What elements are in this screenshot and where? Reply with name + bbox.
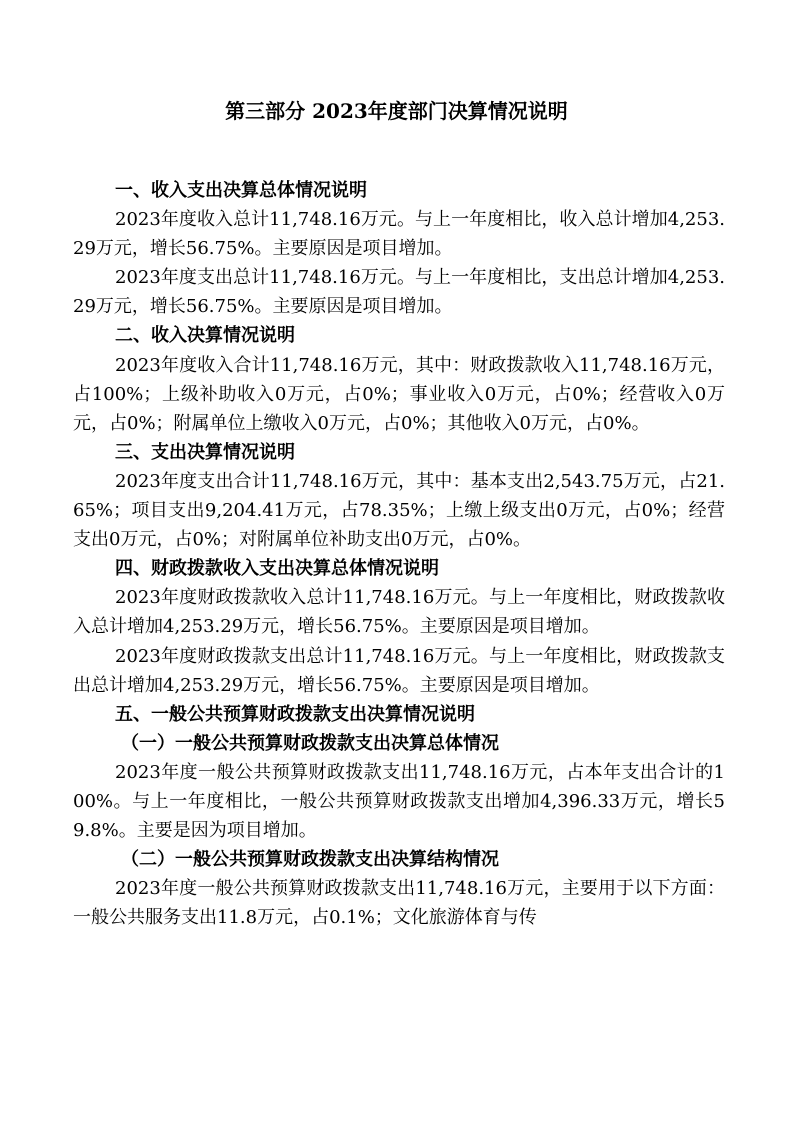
subheading-public-budget-overall: （一）一般公共预算财政拨款支出决算总体情况 [121,732,499,754]
paragraph-expense-detail: 2023年度支出合计11,748.16万元，其中：基本支出2,543.75万元，占21.65%；项目支出9,204.41万元，占78.35%；上缴上级支出0万元，占0%；经营支出0万元，占0%；对附属单位补助支出0万元，占0%。 [73,470,725,551]
section-heading-fiscal: 四、财政拨款收入支出决算总体情况说明 [115,558,439,580]
paragraph-fiscal-income: 2023年度财政拨款收入总计11,748.16万元。与上一年度相比，财政拨款收入总计增加4,253.29万元，增长56.75%。主要原因是项目增加。 [73,587,725,638]
subheading-public-budget-structure: （二）一般公共预算财政拨款支出决算结构情况 [121,849,499,871]
paragraph-public-budget-overall: 2023年度一般公共预算财政拨款支出11,748.16万元，占本年支出合计的100%。与上一年度相比，一般公共预算财政拨款支出增加4,396.33万元，增长59.8%。主要是因为项目增加。 [73,761,725,842]
paragraph-expense-total: 2023年度支出总计11,748.16万元。与上一年度相比，支出总计增加4,253.29万元，增长56.75%。主要原因是项目增加。 [73,267,725,318]
document-body [73,176,725,932]
paragraph-income-detail: 2023年度收入合计11,748.16万元，其中：财政拨款收入11,748.16万元，占100%；上级补助收入0万元，占0%；事业收入0万元，占0%；经营收入0万元，占0%；附属单位上缴收入0万元，占0%；其他收入0万元，占0%。 [73,354,725,434]
page-title: 第三部分 2023年度部门决算情况说明 [225,99,568,123]
paragraph-income-total: 2023年度收入总计11,748.16万元。与上一年度相比，收入总计增加4,253.29万元，增长56.75%。主要原因是项目增加。 [73,209,725,260]
section-heading-expense: 三、支出决算情况说明 [115,441,295,463]
section-heading-income: 二、收入决算情况说明 [115,325,295,347]
section-heading-overall: 一、收入支出决算总体情况说明 [115,180,367,201]
section-heading-public-budget: 五、一般公共预算财政拨款支出决算情况说明 [115,703,475,725]
paragraph-fiscal-expense: 2023年度财政拨款支出总计11,748.16万元。与上一年度相比，财政拨款支出总计增加4,253.29万元，增长56.75%。主要原因是项目增加。 [73,645,725,696]
paragraph-public-budget-structure: 2023年度一般公共预算财政拨款支出11,748.16万元，主要用于以下方面：一般公共服务支出11.8万元，占0.1%；文化旅游体育与传 [73,878,725,929]
